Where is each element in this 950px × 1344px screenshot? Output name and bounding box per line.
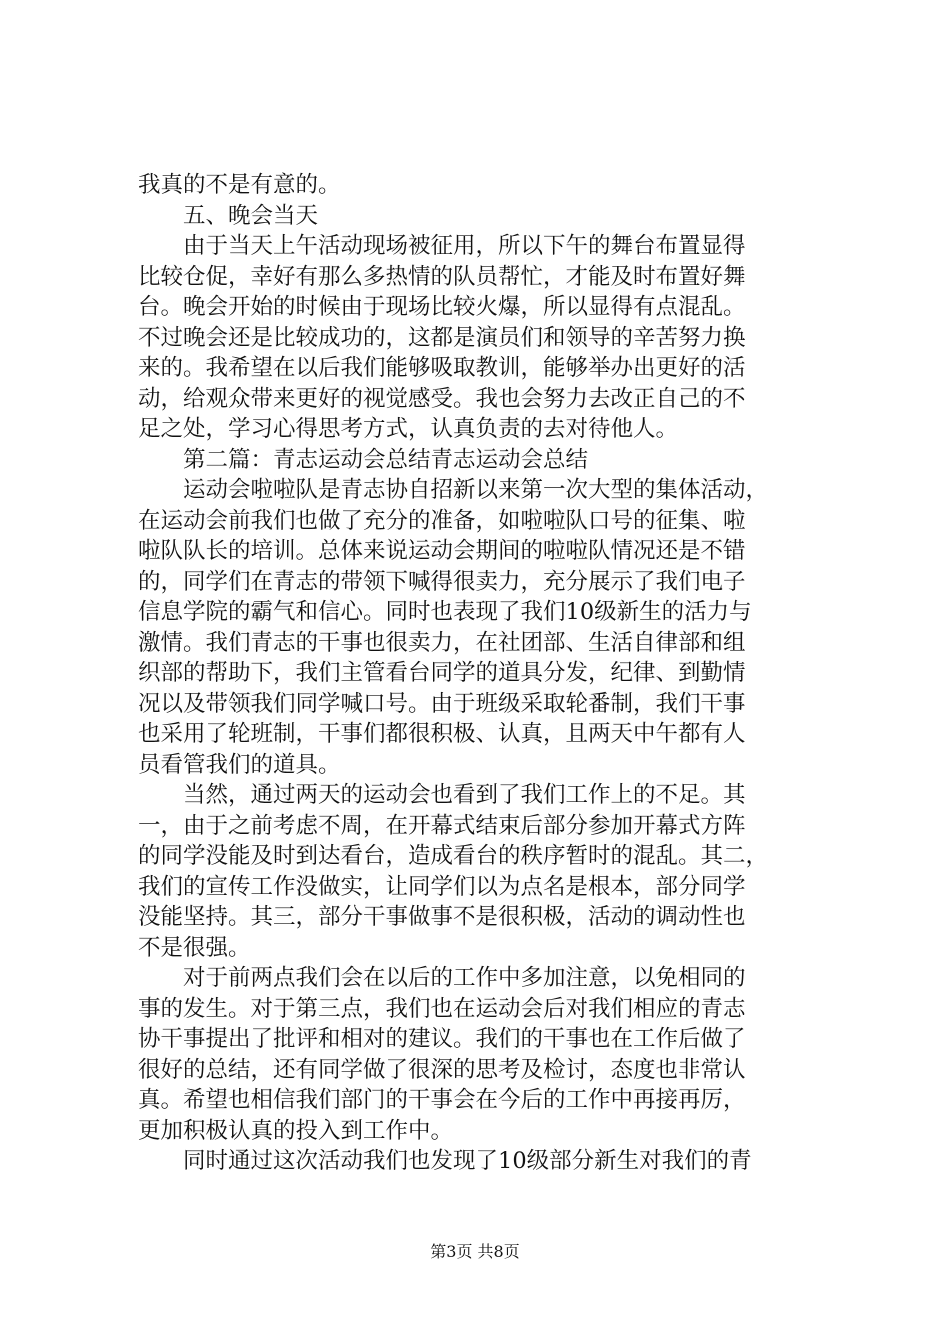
page-number-label: 第3页 共8页 xyxy=(430,1242,520,1261)
text-line: 第二篇：青志运动会总结青志运动会总结 xyxy=(183,446,589,473)
text-line: 的同学没能及时到达看台，造成看台的秩序暂时的混乱。其二， xyxy=(138,843,769,869)
text-line: 足之处，学习心得思考方式，认真负责的去对待他人。 xyxy=(138,416,679,442)
text-line: 一，由于之前考虑不周，在开幕式结束后部分参加开幕式方阵 xyxy=(138,812,746,839)
text-line: 的，同学们在青志的带领下喊得很卖力，充分展示了我们电子 xyxy=(138,568,746,595)
text-line: 也采用了轮班制，干事们都很积极、认真，且两天中午都有人 xyxy=(138,721,746,747)
text-line: 啦队队长的培训。总体来说运动会期间的啦啦队情况还是不错 xyxy=(138,538,746,564)
text-line: 在运动会前我们也做了充分的准备，如啦啦队口号的征集、啦 xyxy=(138,507,746,534)
text-line: 协干事提出了批评和相对的建议。我们的干事也在工作后做了 xyxy=(138,1026,746,1052)
text-line: 员看管我们的道具。 xyxy=(138,751,341,778)
text-line: 同时通过这次活动我们也发现了10级部分新生对我们的青 xyxy=(183,1148,752,1174)
text-line: 真。希望也相信我们部门的干事会在今后的工作中再接再厉， xyxy=(138,1087,746,1113)
text-line: 况以及带领我们同学喊口号。由于班级采取轮番制，我们干事 xyxy=(138,690,746,717)
text-line: 很好的总结，还有同学做了很深的思考及检讨，态度也非常认 xyxy=(138,1056,746,1083)
text-line: 织部的帮助下，我们主管看台同学的道具分发，纪律、到勤情 xyxy=(138,660,746,686)
document-body xyxy=(138,170,838,1177)
text-line: 事的发生。对于第三点，我们也在运动会后对我们相应的青志 xyxy=(138,995,746,1022)
text-line: 比较仓促，幸好有那么多热情的队员帮忙，才能及时布置好舞 xyxy=(138,263,746,290)
text-line: 动，给观众带来更好的视觉感受。我也会努力去改正自己的不 xyxy=(138,385,746,412)
text-line: 来的。我希望在以后我们能够吸取教训，能够举办出更好的活 xyxy=(138,355,746,381)
text-line: 我们的宣传工作没做实，让同学们以为点名是根本，部分同学 xyxy=(138,873,746,900)
text-line: 激情。我们青志的干事也很卖力，在社团部、生活自律部和组 xyxy=(138,629,746,656)
text-line: 台。晚会开始的时候由于现场比较火爆，所以显得有点混乱。 xyxy=(138,294,746,320)
text-line: 没能坚持。其三，部分干事做事不是很积极，活动的调动性也 xyxy=(138,904,746,930)
text-line: 更加积极认真的投入到工作中。 xyxy=(138,1117,454,1144)
page-footer xyxy=(0,1242,950,1262)
text-line: 当然，通过两天的运动会也看到了我们工作上的不足。其 xyxy=(183,782,746,808)
text-line: 对于前两点我们会在以后的工作中多加注意，以免相同的 xyxy=(183,965,746,991)
text-line: 由于当天上午活动现场被征用，所以下午的舞台布置显得 xyxy=(183,233,746,259)
text-line: 五、晚会当天 xyxy=(183,202,319,229)
text-line: 我真的不是有意的。 xyxy=(138,172,341,198)
text-line: 信息学院的霸气和信心。同时也表现了我们10级新生的活力与 xyxy=(138,599,752,625)
text-line: 不是很强。 xyxy=(138,934,251,961)
text-line: 不过晚会还是比较成功的，这都是演员们和领导的辛苦努力换 xyxy=(138,324,746,351)
text-line: 运动会啦啦队是青志协自招新以来第一次大型的集体活动， xyxy=(183,477,769,503)
